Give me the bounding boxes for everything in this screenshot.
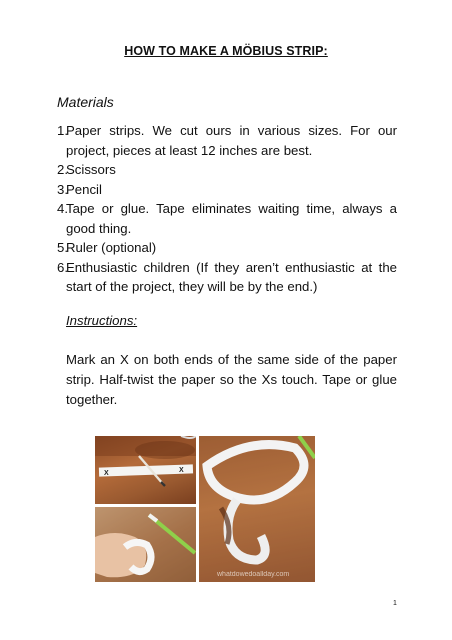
materials-list [57, 121, 397, 297]
page-title: HOW TO MAKE A MÖBIUS STRIP: [124, 44, 328, 58]
photo-hand-twisting [95, 507, 196, 582]
materials-heading: Materials [57, 94, 114, 110]
photo-strip-marked [95, 436, 196, 504]
photo-finished-strip-illustration [199, 436, 315, 582]
list-item: 5. Ruler (optional) [57, 240, 157, 255]
list-item: 2. Scissors [57, 162, 116, 177]
photo-hand-twisting-illustration [95, 507, 196, 582]
list-item: 1. Paper strips. We cut ours in various sizes. For our project, pieces at least 12 inches are best. [57, 123, 397, 158]
photo-strip-marked-illustration [95, 436, 196, 504]
list-item: 3. Pencil [57, 181, 102, 197]
strip-x-right: X [179, 467, 184, 474]
photo-finished-strip [199, 436, 315, 582]
instructions-heading: Instructions: [66, 313, 138, 328]
instructions-body: Mark an X on both ends of the same side of the paper strip. Half-twist the paper so the Xs touch. Tape or glue together. [66, 352, 397, 407]
strip-x-left: X [104, 470, 109, 477]
list-item: 4. Tape or glue. Tape eliminates waiting time, always a good thing. [57, 201, 397, 236]
list-item: 6. Enthusiastic children (If they aren’t enthusiastic at the start of the project, they will be by the end.) [57, 259, 397, 294]
page-number: 1 [393, 600, 397, 607]
photo-watermark: whatdowedoallday.com [217, 571, 290, 578]
